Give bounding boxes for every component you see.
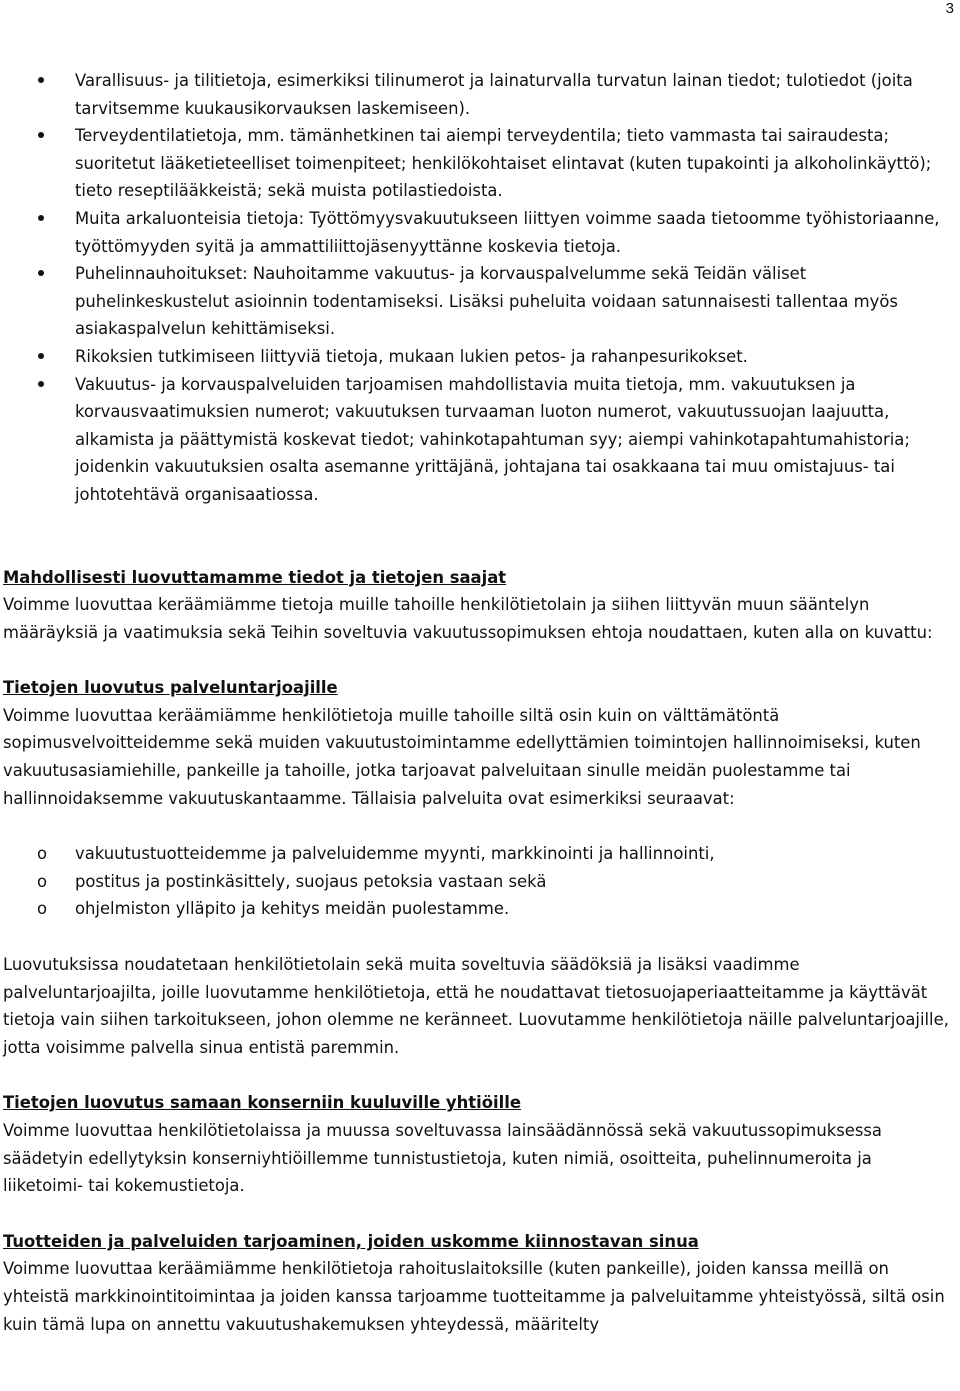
list-item: o ohjelmiston ylläpito ja kehitys meidän puolestamme.: [3, 895, 953, 923]
section-disclosure: [3, 564, 953, 647]
list-item: Terveydentilatietoja, mm. tämänhetkinen tai aiempi terveydentila; tieto vammasta tai sairaudesta; suoritetut lääketieteelliset toimenpiteet; henkilökohtaiset elintavat (kuten tupakointi ja alkoholinkäyttö); tieto reseptilääkkeistä; sekä muista potilastiedoista.: [3, 122, 953, 205]
document-body: [3, 67, 953, 1338]
service-list: [3, 840, 953, 923]
list-item: Rikoksien tutkimiseen liittyviä tietoja, mukaan lukien petos- ja rahanpesurikokset.: [3, 343, 953, 371]
section-paragraph: Voimme luovuttaa keräämiämme henkilötietoja muille tahoille siltä osin kuin on välttämätöntä sopimusvelvoitteidemme sekä muiden vakuutustoimintamme edellyttämien toimintojen hallinnoimiseksi, kuten vakuutusasiamiehille, pankeille ja tahoille, jotka tarjoavat palveluitaan sinulle meidän puolestamme tai hallinnoidaksemme vakuutuskantaamme. Tällaisia palveluita ovat esimerkiksi seuraavat:: [3, 705, 921, 808]
section-paragraph: Voimme luovuttaa keräämiämme henkilötietoja rahoituslaitoksille (kuten pankeille), joiden kanssa meillä on yhteistä markkinointitoimintaa ja joiden kanssa tarjoamme tuotteitamme ja palveluitamme yhteistyössä, siltä osin kuin tämä lupa on annettu vakuutushakemuksen yhteydessä, määritelty: [3, 1259, 945, 1334]
section-paragraph: Luovutuksissa noudatetaan henkilötietolain sekä muita soveltuvia säädöksiä ja lisäksi vaadimme palveluntarjoajilta, joille luovutamme henkilötietoja, että he noudattavat tietosuojaperiaatteitamme ja käyttävät tietoja vain siihen tarkoitukseen, johon olemme ne keränneet. Luovutamme henkilötietoja näille palveluntarjoajille, jotta voisimme palvella sinua entistä paremmin.: [3, 955, 949, 1057]
section-paragraph: Voimme luovuttaa keräämiämme tietoja muille tahoille henkilötietolain ja siihen liittyvän muun sääntelyn määräyksiä ja vaatimuksia sekä Teihin soveltuvia vakuutussopimuksen ehtoja noudattaen, kuten alla on kuvattu:: [3, 595, 933, 642]
data-category-list: [3, 67, 953, 509]
section-heading: Tietojen luovutus palveluntarjoajille: [3, 678, 338, 698]
list-item: o postitus ja postinkäsittely, suojaus petoksia vastaan sekä: [3, 868, 953, 896]
list-item: Vakuutus- ja korvauspalveluiden tarjoamisen mahdollistavia muita tietoja, mm. vakuutuksen ja korvausvaatimuksien numerot; vakuutuksen turvaaman luoton numerot, vakuutussuojan laajuutta, alkamista ja päättymistä koskevat tiedot; vahinkotapahtuman syy; aiempi vahinkotapahtumahistoria; joidenkin vakuutuksien osalta asemanne yrittäjänä, johtajana tai osakkaana tai muu omistajuus- tai johtotehtävä organisaatiossa.: [3, 371, 953, 509]
section-paragraph: Voimme luovuttaa henkilötietolaissa ja muussa soveltuvassa lainsäädännössä sekä vakuutussopimuksessa säädetyin edellytyksin konserniyhtiöillemme tunnistustietoja, kuten nimiä, osoitteita, puhelinnumeroita ja liiketoimi- tai kokemustietoja.: [3, 1121, 882, 1196]
section-group-companies: [3, 1089, 953, 1199]
list-item: Muita arkaluonteisia tietoja: Työttömyysvakuutukseen liittyen voimme saada tietoomme työhistoriaanne, työttömyyden syitä ja ammattiliittojäsenyyttänne koskevia tietoja.: [3, 205, 953, 260]
list-item: o vakuutustuotteidemme ja palveluidemme myynti, markkinointi ja hallinnointi,: [3, 840, 953, 868]
section-service-providers: [3, 674, 953, 1061]
section-heading: Tietojen luovutus samaan konserniin kuuluville yhtiöille: [3, 1093, 521, 1113]
page-number: 3: [945, 0, 954, 17]
section-marketing: [3, 1228, 953, 1338]
section-heading: Mahdollisesti luovuttamamme tiedot ja tietojen saajat: [3, 567, 507, 587]
list-item: Puhelinnauhoitukset: Nauhoitamme vakuutus- ja korvauspalvelumme sekä Teidän väliset puhelinkeskustelut asioinnin todentamiseksi. Lisäksi puheluita voidaan satunnaisesti tallentaa myös asiakaspalvelun kehittämiseksi.: [3, 260, 953, 343]
list-item: Varallisuus- ja tilitietoja, esimerkiksi tilinumerot ja lainaturvalla turvatun lainan tiedot; tulotiedot (joita tarvitsemme kuukausikorvauksen laskemiseen).: [3, 67, 953, 122]
section-heading: Tuotteiden ja palveluiden tarjoaminen, joiden uskomme kiinnostavan sinua: [3, 1231, 699, 1251]
